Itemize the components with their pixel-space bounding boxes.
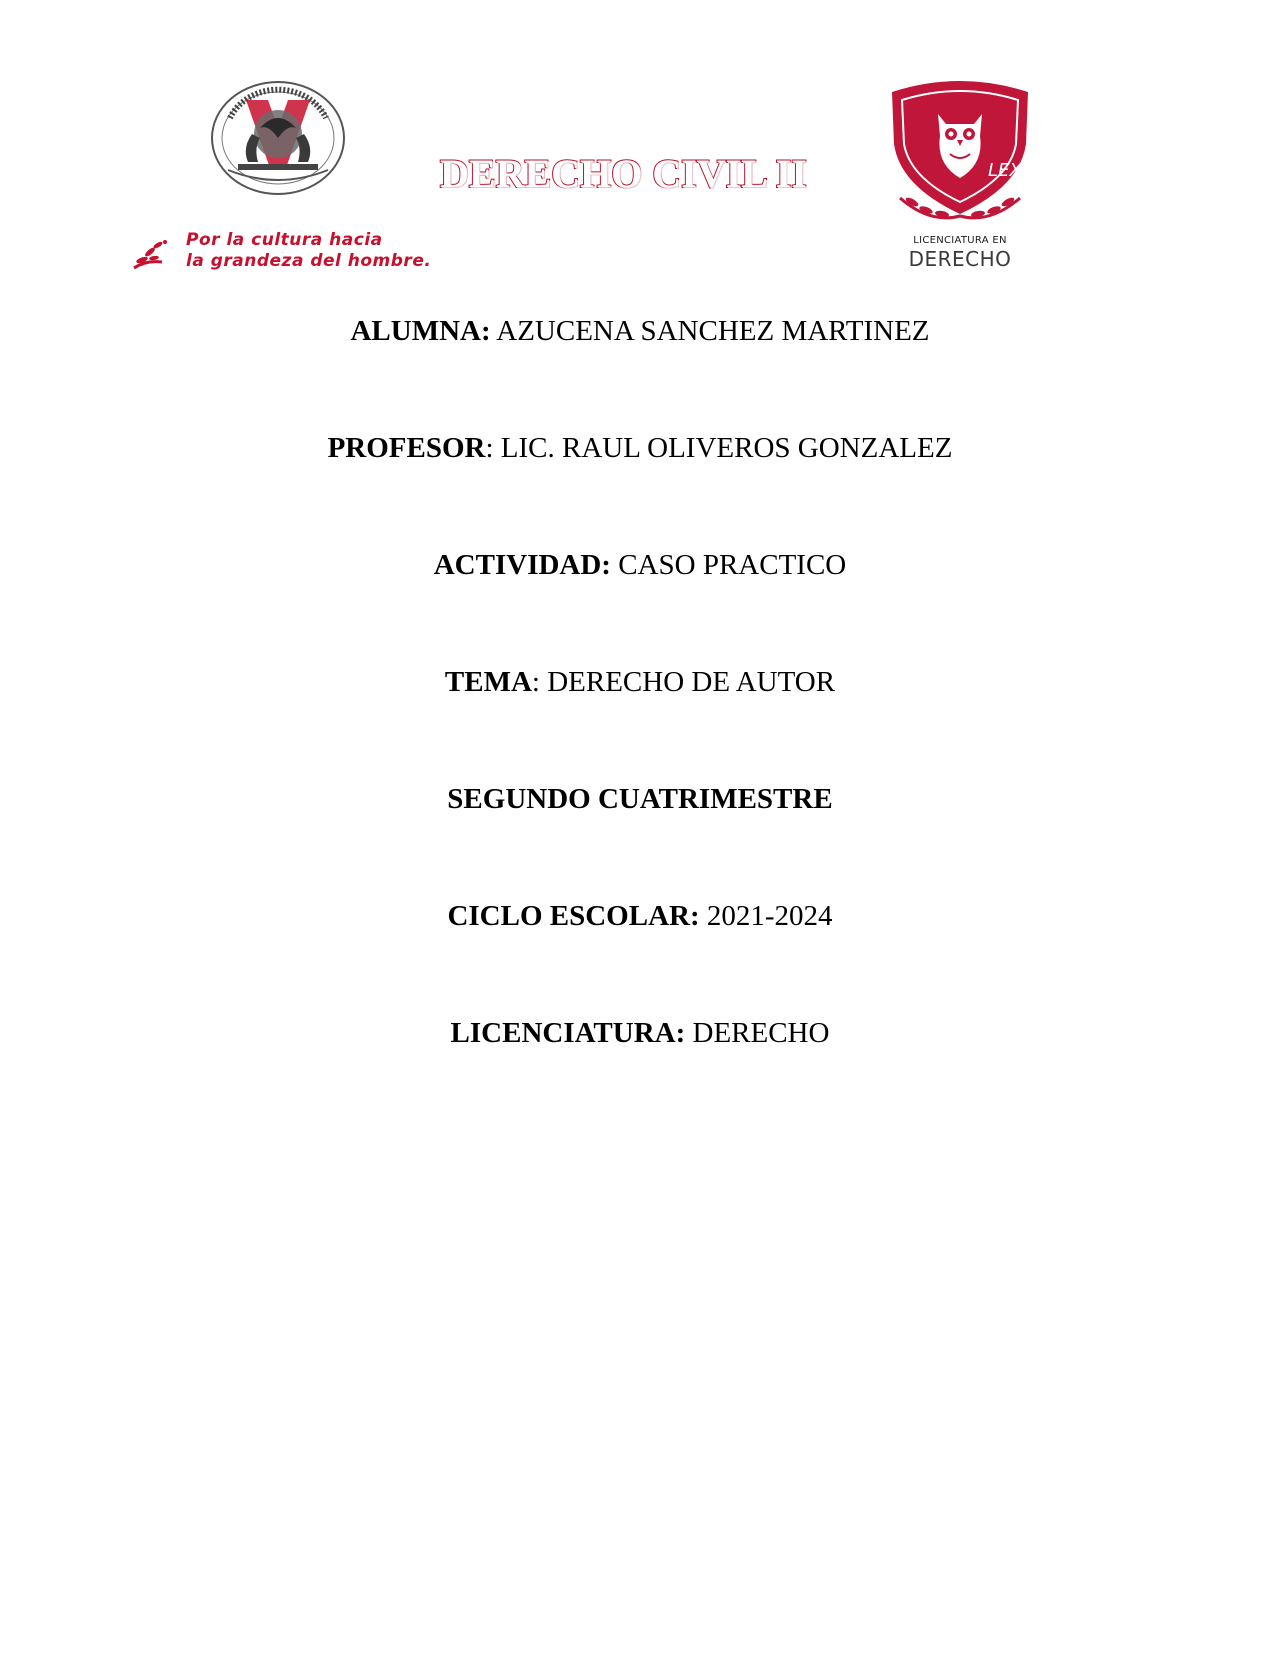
program-caption bbox=[880, 235, 1040, 271]
field-label: ALUMNA: bbox=[350, 315, 491, 347]
field-label: ACTIVIDAD: bbox=[433, 549, 611, 581]
field-label: PROFESOR bbox=[327, 432, 486, 464]
field-value: 2021-2024 bbox=[699, 900, 833, 932]
field-label: SEGUNDO CUATRIMESTRE bbox=[447, 783, 833, 815]
field-label: TEMA bbox=[444, 666, 532, 698]
document-header bbox=[0, 0, 1280, 300]
lex-crest-text: LEX bbox=[988, 160, 1022, 181]
cover-fields bbox=[0, 314, 1280, 1133]
field-licenciatura bbox=[0, 1016, 1280, 1133]
document-title: DERECHO CIVIL II bbox=[440, 151, 807, 196]
university-motto bbox=[132, 230, 452, 280]
field-actividad bbox=[0, 548, 1280, 665]
field-value: CASO PRACTICO bbox=[610, 549, 847, 581]
field-label: CICLO ESCOLAR: bbox=[447, 900, 700, 932]
field-ciclo-escolar bbox=[0, 899, 1280, 1016]
program-caption-big: DERECHO bbox=[908, 247, 1012, 271]
field-label: LICENCIATURA: bbox=[450, 1017, 686, 1049]
motto-line-1: Por la cultura hacia bbox=[186, 230, 383, 250]
field-tema bbox=[0, 665, 1280, 782]
field-value: : DERECHO DE AUTOR bbox=[531, 666, 836, 698]
lex-owl-crest-icon bbox=[880, 74, 1040, 224]
field-profesor bbox=[0, 431, 1280, 548]
university-seal-icon bbox=[208, 78, 348, 198]
field-cuatrimestre bbox=[0, 782, 1280, 899]
field-value: AZUCENA SANCHEZ MARTINEZ bbox=[490, 315, 930, 347]
program-caption-small: LICENCIATURA EN bbox=[913, 235, 1007, 246]
laurel-icon bbox=[132, 238, 172, 272]
field-alumna bbox=[0, 314, 1280, 431]
motto-line-2: la grandeza del hombre. bbox=[186, 251, 432, 271]
field-value: : LIC. RAUL OLIVEROS GONZALEZ bbox=[485, 432, 953, 464]
field-value: DERECHO bbox=[685, 1017, 830, 1049]
